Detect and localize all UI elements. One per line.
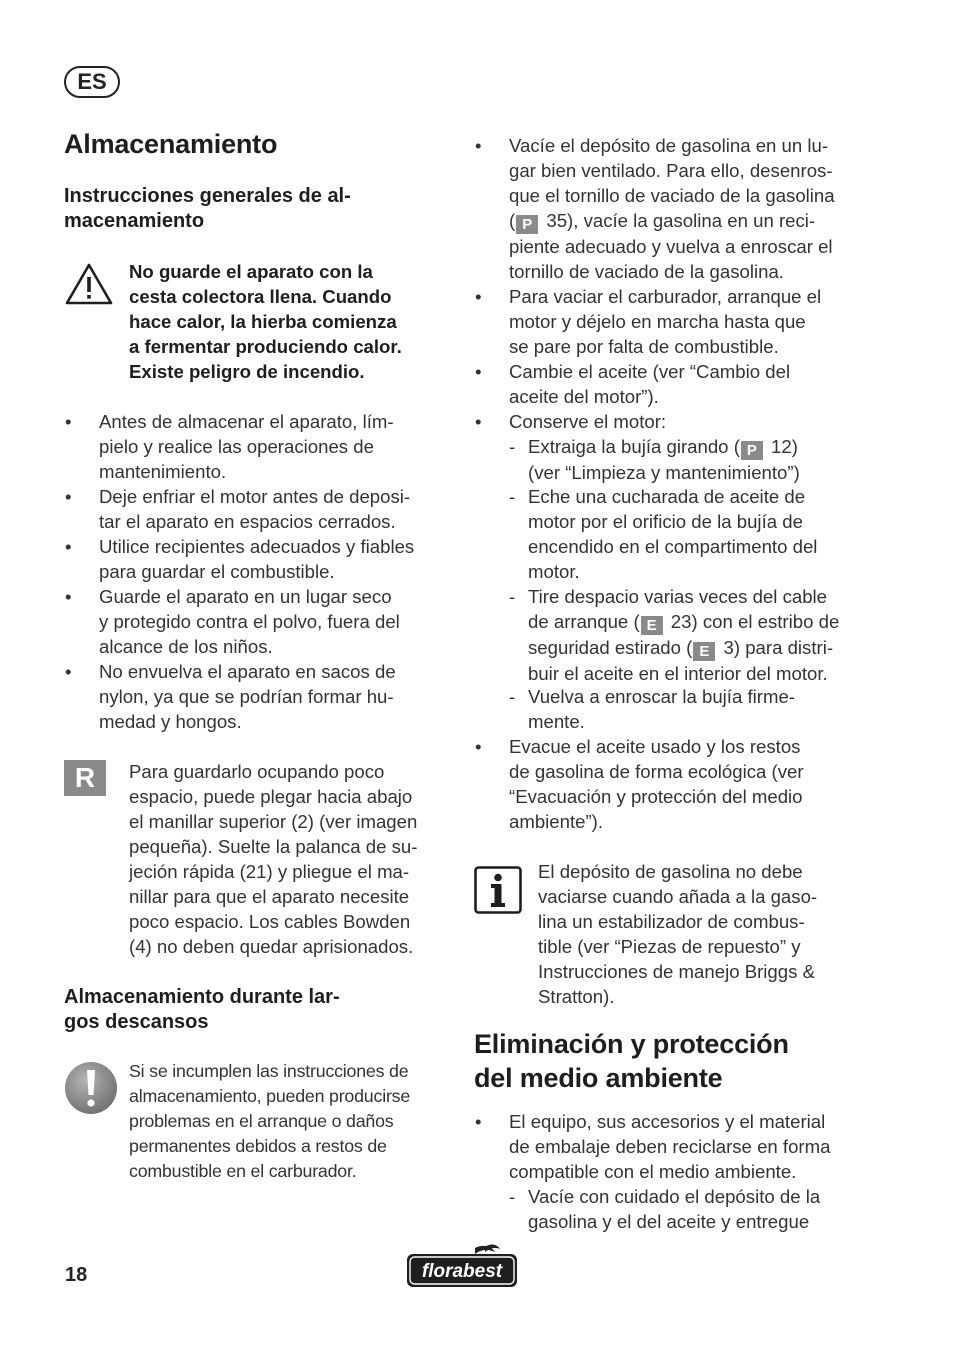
list-item: • Evacue el aceite usado y los restos de gasolina de forma ecológica (ver “Evacuación y protección del medio ambiente”). — [475, 736, 804, 832]
sub-list-item: - Tire despacio varias veces del cable de arranque ( E 23) con el estribo de seguridad estirado ( E 3) para distri- buir el aceite en el interior del motor. — [509, 586, 840, 684]
sub-list-item: - Eche una cucharada de aceite de motor por el orificio de la bujía de encendido en el compartimento del motor. — [509, 486, 818, 582]
list-item: • Vacíe el depósito de gasolina en un lu- gar bien ventilado. Para ello, desenros- que el tornillo de vaciado de la gasolina ( P 35), vacíe la gasolina en un reci- piente adecuado y vuelva a enroscar el tornillo de vaciado de la gasolina. — [475, 135, 835, 282]
list-item: • Deje enfriar el motor antes de deposi- tar el aparato en espacios cerrados. — [65, 486, 411, 532]
list-item: • Conserve el motor: — [475, 411, 667, 432]
page-ref-badge: P — [741, 441, 763, 460]
page-ref-badge: E — [641, 616, 663, 635]
caution-exclamation-icon — [64, 1061, 118, 1115]
subheading-general-storage: Instrucciones generales de al- macenamiento — [64, 185, 351, 232]
list-item: • Utilice recipientes adecuados y fiables para guardar el combustible. — [65, 536, 415, 582]
r-badge-icon: R — [64, 760, 106, 796]
florabest-logo — [405, 1244, 519, 1290]
warning-text: No guarde el aparato con la cesta colectora llena. Cuando hace calor, la hierba comienza a fermentar produciendo calor. Existe peligro de incendio. — [129, 261, 402, 382]
page-number: 18 — [65, 1264, 88, 1286]
page-ref-badge: P — [516, 215, 538, 234]
page-ref-badge: E — [693, 642, 715, 661]
sub-list-item: - Extraiga la bujía girando ( P 12) (ver “Limpieza y mantenimiento”) — [509, 436, 800, 483]
list-item: • No envuelva el aparato en sacos de nylon, ya que se podrían formar hu- medad y hongos. — [65, 661, 396, 732]
list-item: • El equipo, sus accesorios y el material de embalaje deben reciclarse en forma compatible con el medio ambiente. — [475, 1111, 831, 1182]
svg-text:florabest: florabest — [421, 1261, 503, 1282]
language-badge: ES — [64, 66, 120, 98]
info-icon — [474, 866, 522, 914]
caution-text: Si se incumplen las instrucciones de almacenamiento, pueden producirse problemas en el arranque o daños permanentes debidos a restos de combustible en el carburador. — [129, 1061, 411, 1181]
list-item: • Para vaciar el carburador, arranque el motor y déjelo en marcha hasta que se pare por falta de combustible. — [475, 286, 822, 357]
info-note-text: El depósito de gasolina no debe vaciarse cuando añada a la gaso- lina un estabilizador de combus- tible (ver “Piezas de repuesto” y Instrucciones de manejo Briggs & Stratton). — [538, 861, 818, 1007]
warning-triangle-icon — [64, 262, 114, 306]
sub-list-item: - Vacíe con cuidado el depósito de la gasolina y el del aceite y entregue — [509, 1186, 821, 1232]
list-item: • Guarde el aparato en un lugar seco y protegido contra el polvo, fuera del alcance de los niños. — [65, 586, 400, 657]
subheading-long-storage: Almacenamiento durante lar- gos descansos — [64, 986, 340, 1033]
section-title-disposal: Eliminación y protección del medio ambiente — [474, 1029, 789, 1093]
folding-note-text: Para guardarlo ocupando poco espacio, puede plegar hacia abajo el manillar superior (2) (ver imagen pequeña). Suelte la palanca de su- jeción rápida (21) y pliegue el ma- nillar para que el aparato necesite poco espacio. Los cables Bowden (4) no deben quedar aprisionados. — [129, 761, 418, 957]
sub-list-item: - Vuelva a enroscar la bujía firme- mente. — [509, 686, 795, 732]
section-title-storage: Almacenamiento — [64, 129, 278, 159]
list-item: • Antes de almacenar el aparato, lím- pielo y realice las operaciones de mantenimiento. — [65, 411, 394, 482]
list-item: • Cambie el aceite (ver “Cambio del aceite del motor”). — [475, 361, 791, 407]
